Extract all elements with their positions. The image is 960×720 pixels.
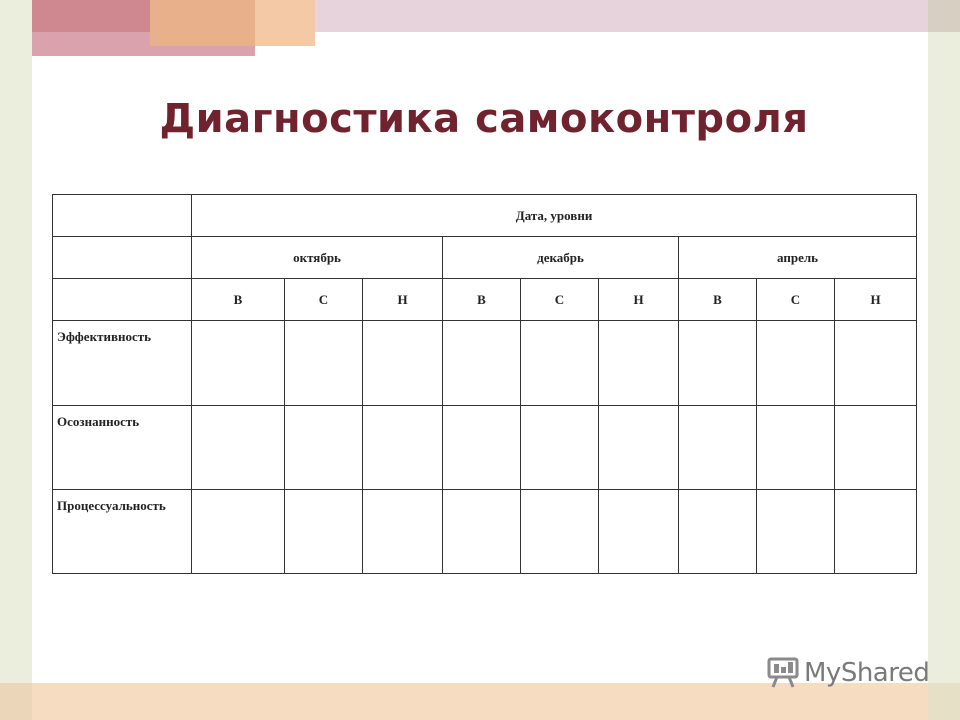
table-cell <box>285 405 363 489</box>
table-row <box>53 405 917 489</box>
table-cell <box>363 405 443 489</box>
table-cell <box>679 405 757 489</box>
myshared-logo <box>766 656 929 690</box>
level-header: В <box>443 279 521 321</box>
table-cell <box>363 321 443 405</box>
table-cell <box>599 321 679 405</box>
table-cell <box>835 489 917 573</box>
table-cell <box>757 321 835 405</box>
top-right-decor-corner <box>928 0 960 32</box>
logo-text: MyShared <box>804 658 930 688</box>
table-corner-cell <box>53 279 192 321</box>
level-header: С <box>757 279 835 321</box>
bottom-left-decor-corner <box>0 683 32 720</box>
table-header-row-levels <box>53 279 917 321</box>
level-header: С <box>285 279 363 321</box>
table-header-row-months <box>53 237 917 279</box>
table-cell <box>363 489 443 573</box>
month-header-october: октябрь <box>192 237 443 279</box>
table-row <box>53 489 917 573</box>
table-cell <box>285 489 363 573</box>
table-cell <box>192 489 285 573</box>
level-header: В <box>192 279 285 321</box>
table-header-row-group <box>53 195 917 237</box>
table-cell <box>285 321 363 405</box>
row-label-processuality: Процессуальность <box>53 489 192 573</box>
level-header: Н <box>835 279 917 321</box>
level-header: Н <box>363 279 443 321</box>
table-cell <box>835 405 917 489</box>
diagnostics-table <box>52 194 917 574</box>
presentation-board-icon <box>766 657 800 689</box>
row-label-awareness: Осознанность <box>53 405 192 489</box>
table-cell <box>599 405 679 489</box>
bottom-right-decor-corner <box>928 683 960 720</box>
slide-title: Диагностика самоконтроля <box>159 96 809 142</box>
table-cell <box>835 321 917 405</box>
month-header-december: декабрь <box>443 237 679 279</box>
table-cell <box>679 489 757 573</box>
table-corner-cell <box>53 195 192 237</box>
table-cell <box>757 489 835 573</box>
top-decor-peach-block <box>255 0 315 46</box>
table-cell <box>443 405 521 489</box>
table-row <box>53 321 917 405</box>
table-cell <box>599 489 679 573</box>
table-cell <box>757 405 835 489</box>
table-cell <box>443 321 521 405</box>
table-cell <box>521 405 599 489</box>
top-decor-orange-block <box>150 0 255 46</box>
table-cell <box>679 321 757 405</box>
row-label-effectiveness: Эффективность <box>53 321 192 405</box>
level-header: Н <box>599 279 679 321</box>
table-cell <box>521 489 599 573</box>
level-header: В <box>679 279 757 321</box>
month-header-april: апрель <box>679 237 917 279</box>
table-cell <box>192 321 285 405</box>
table-cell <box>192 405 285 489</box>
table-cell <box>443 489 521 573</box>
table-corner-cell <box>53 237 192 279</box>
table-cell <box>521 321 599 405</box>
header-date-levels: Дата, уровни <box>192 195 917 237</box>
level-header: С <box>521 279 599 321</box>
